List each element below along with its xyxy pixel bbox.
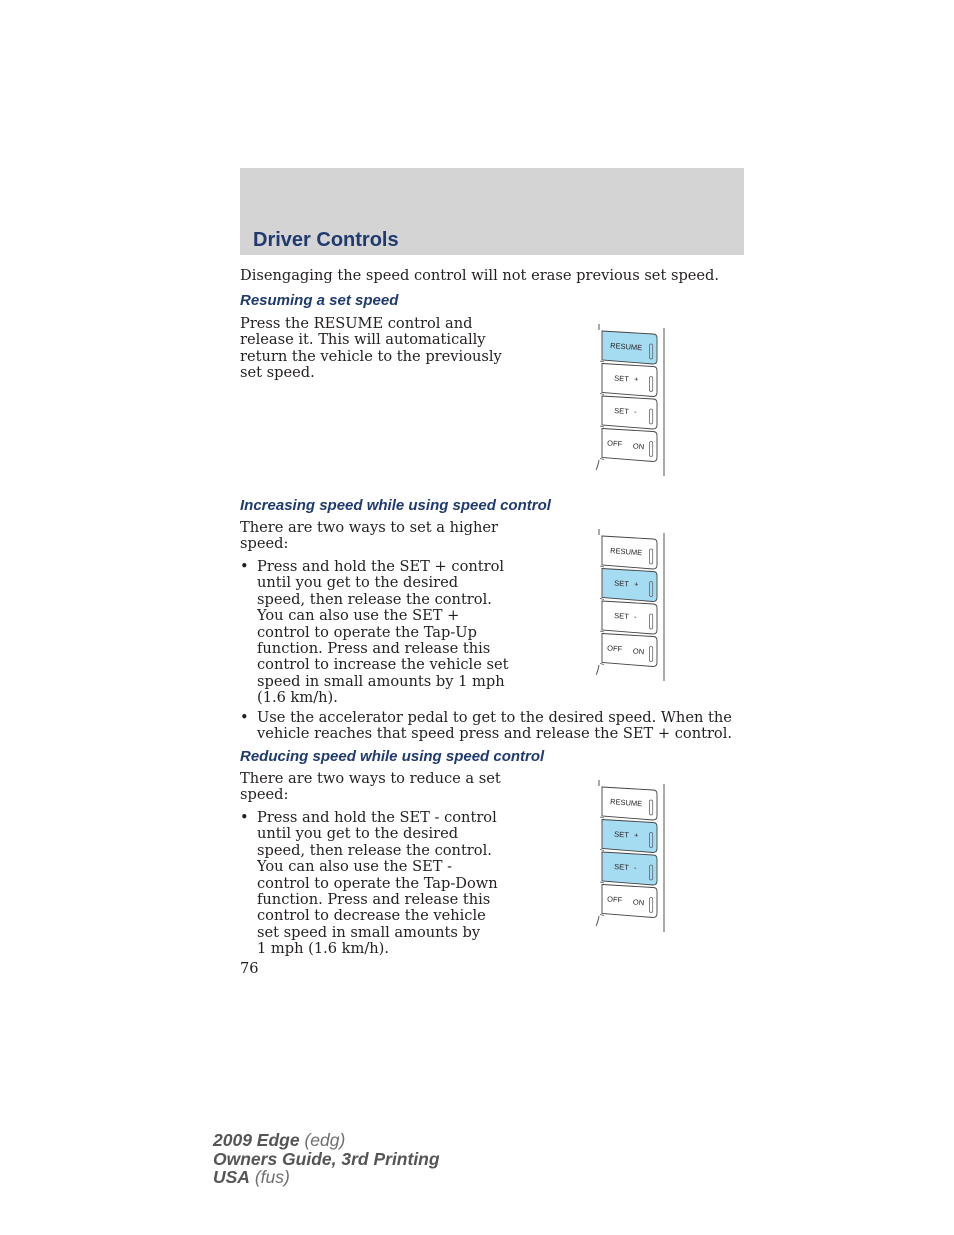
intro-paragraph: Disengaging the speed control will not erase previous set speed. — [240, 267, 720, 284]
text-line: There are two ways to set a higher — [240, 519, 498, 536]
speed-control-diagram-resume — [596, 324, 668, 476]
button-label: + — [633, 374, 639, 384]
document-footer — [213, 1131, 440, 1187]
text-line: Press and hold the SET + control — [257, 558, 505, 575]
footer-model-code: (edg) — [304, 1130, 346, 1150]
set-minus-button — [600, 601, 657, 634]
footer-guide: Owners Guide, 3rd Printing — [213, 1148, 440, 1169]
off-on-button — [600, 885, 657, 918]
button-label: - — [633, 863, 637, 873]
button-label: RESUME — [609, 341, 643, 353]
housing-edge — [596, 460, 599, 470]
resume-button — [600, 536, 657, 569]
text-line: function. Press and release this — [257, 891, 491, 909]
button-label: RESUME — [609, 797, 643, 809]
button-face — [602, 601, 657, 634]
list-item — [240, 559, 600, 709]
button-label: OFF — [606, 643, 623, 654]
section-title: Driver Controls — [253, 229, 399, 251]
bullet-text — [257, 559, 509, 707]
off-on-button — [600, 429, 657, 462]
footer-market-code: (fus) — [254, 1167, 290, 1188]
bullet-text — [257, 810, 498, 958]
resuming-paragraph — [240, 316, 502, 382]
button-hinge — [600, 882, 604, 883]
text-line: return the vehicle to the previously — [240, 347, 502, 365]
text-line: speed, then release the control. — [257, 590, 492, 608]
button-hinge — [600, 631, 604, 632]
button-label: SET — [613, 578, 630, 589]
text-line: 1 mph (1.6 km/h). — [257, 940, 390, 958]
increasing-intro — [240, 520, 498, 553]
text-line: speed in small amounts by 1 mph — [257, 672, 505, 690]
button-hinge — [600, 664, 604, 665]
text-line: speed: — [240, 786, 289, 804]
heading-reducing: Reducing speed while using speed control — [240, 748, 545, 765]
text-line: function. Press and release this — [257, 640, 491, 658]
set-plus-button — [600, 820, 657, 853]
text-line: Press the RESUME control and — [240, 315, 473, 332]
speed-control-diagram-set-minus — [596, 780, 668, 932]
button-label: ON — [632, 897, 645, 908]
text-line: until you get to the desired — [257, 825, 459, 843]
list-item — [240, 710, 740, 744]
reducing-intro — [240, 771, 501, 804]
text-line: control to decrease the vehicle — [257, 907, 486, 925]
button-label: SET — [613, 829, 630, 840]
button-hinge — [600, 426, 604, 427]
button-label: - — [633, 612, 637, 622]
button-label: + — [633, 579, 639, 589]
page-number: 76 — [240, 960, 259, 977]
text-line: There are two ways to reduce a set — [240, 770, 501, 787]
set-plus-button — [600, 364, 657, 397]
housing-edge — [596, 665, 599, 675]
resume-button — [600, 787, 657, 820]
set-plus-button — [600, 569, 657, 602]
bullet-mark: • — [240, 709, 249, 726]
text-line: You can also use the SET - — [257, 858, 453, 876]
button-face — [602, 820, 657, 853]
button-label: RESUME — [609, 546, 643, 558]
bullet-mark: • — [240, 558, 249, 575]
speed-control-diagram-set-plus — [596, 529, 668, 681]
button-label: ON — [632, 441, 645, 452]
text-line: set speed in small amounts by — [257, 923, 481, 941]
button-hinge — [600, 566, 604, 567]
button-label: SET — [613, 611, 630, 622]
text-line: vehicle reaches that speed press and release the SET + control. — [257, 725, 733, 743]
set-minus-button — [600, 852, 657, 885]
button-face — [602, 569, 657, 602]
text-line: speed, then release the control. — [257, 841, 492, 859]
text-line: You can also use the SET + — [257, 607, 460, 625]
bullet-text — [257, 710, 732, 743]
section-header-band — [240, 168, 744, 255]
button-face — [602, 364, 657, 397]
button-face — [602, 396, 657, 429]
text-line: control to operate the Tap-Up — [257, 623, 477, 641]
set-minus-button — [600, 396, 657, 429]
off-on-button — [600, 634, 657, 667]
button-label: OFF — [606, 894, 623, 905]
button-label: OFF — [606, 438, 623, 449]
text-line: Use the accelerator pedal to get to the desired speed. When the — [257, 709, 732, 726]
text-line: (1.6 km/h). — [257, 689, 338, 707]
heading-resuming: Resuming a set speed — [240, 292, 399, 309]
text-line: control to increase the vehicle set — [257, 656, 509, 674]
button-hinge — [600, 361, 604, 362]
button-label: SET — [613, 862, 630, 873]
footer-line — [213, 1168, 440, 1187]
text-line: Press and hold the SET - control — [257, 809, 497, 826]
footer-line — [213, 1131, 440, 1150]
list-item — [240, 810, 600, 960]
text-line: set speed. — [240, 364, 315, 382]
text-line: control to operate the Tap-Down — [257, 874, 498, 892]
text-line: speed: — [240, 535, 289, 553]
heading-increasing: Increasing speed while using speed control — [240, 497, 551, 514]
button-label: SET — [613, 406, 630, 417]
text-line: release it. This will automatically — [240, 331, 486, 349]
button-hinge — [600, 599, 604, 600]
resume-button — [600, 331, 657, 364]
button-label: ON — [632, 646, 645, 657]
footer-model: 2009 Edge — [213, 1130, 300, 1150]
button-hinge — [600, 915, 604, 916]
text-line: until you get to the desired — [257, 574, 459, 592]
footer-market: USA — [213, 1167, 250, 1188]
bullet-mark: • — [240, 809, 249, 826]
button-face — [602, 852, 657, 885]
button-label: + — [633, 830, 639, 840]
button-label: SET — [613, 373, 630, 384]
footer-line — [213, 1150, 440, 1169]
housing-edge — [596, 916, 599, 926]
button-hinge — [600, 817, 604, 818]
button-hinge — [600, 394, 604, 395]
button-hinge — [600, 850, 604, 851]
button-hinge — [600, 459, 604, 460]
button-label: - — [633, 407, 637, 417]
